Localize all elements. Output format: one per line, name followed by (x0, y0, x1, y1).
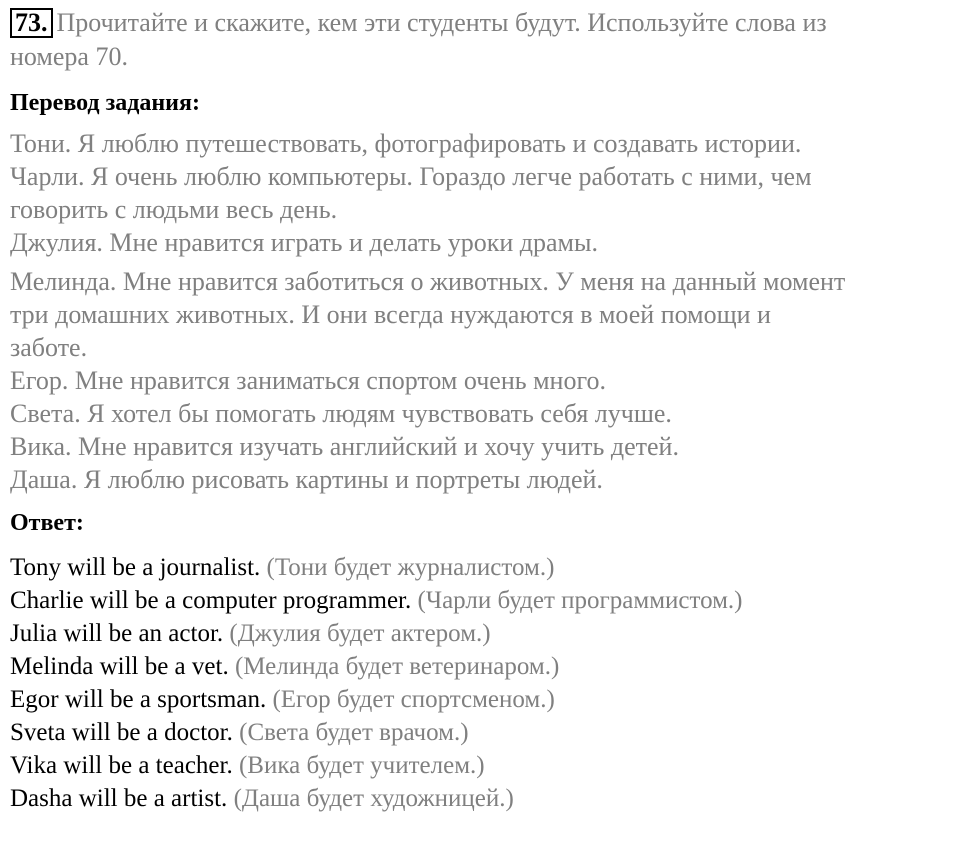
translation-paragraph-1 (10, 127, 950, 259)
answer-translation: (Джулия будет актером.) (229, 620, 491, 647)
translation-line: Чарли. Я очень люблю компьютеры. Гораздо легче работать с ними, чем (10, 162, 812, 191)
task-text-line-2: номера 70. (10, 42, 128, 71)
answer-english: Melinda will be a vet. (10, 653, 229, 680)
task-statement (10, 6, 950, 74)
answer-translation: (Вика будет учителем.) (238, 752, 485, 779)
translation-line: Джулия. Мне нравится играть и делать уроки драмы. (10, 228, 598, 257)
answer-line (10, 749, 950, 782)
answer-translation: (Света будет врачом.) (239, 719, 469, 746)
translation-paragraph-2 (10, 265, 950, 496)
answer-line (10, 617, 950, 650)
answer-english: Tony will be a journalist. (10, 554, 261, 581)
translation-line: Света. Я хотел бы помогать людям чувствовать себя лучше. (10, 399, 672, 428)
task-text-line-1: Прочитайте и скажите, кем эти студенты будут. Используйте слова из (56, 8, 827, 37)
answer-english: Egor will be a sportsman. (10, 686, 267, 713)
translation-line: Мелинда. Мне нравится заботиться о животных. У меня на данный момент (10, 267, 846, 296)
answer-translation: (Егор будет спортсменом.) (272, 686, 555, 713)
translation-line: три домашних животных. И они всегда нуждаются в моей помощи и (10, 300, 771, 329)
answer-translation: (Чарли будет программистом.) (417, 587, 743, 614)
answer-line (10, 650, 950, 683)
translation-line: говорить с людьми весь день. (10, 195, 338, 224)
document-page (10, 6, 950, 815)
answer-translation: (Мелинда будет ветеринаром.) (234, 653, 560, 680)
answer-list (10, 551, 950, 815)
answer-english: Julia will be an actor. (10, 620, 224, 647)
answer-translation: (Даша будет художницей.) (233, 785, 514, 812)
translation-line: Вика. Мне нравится изучать английский и хочу учить детей. (10, 432, 679, 461)
answer-english: Charlie will be a computer programmer. (10, 587, 412, 614)
translation-line: Егор. Мне нравится заниматься спортом очень много. (10, 366, 606, 395)
answer-line (10, 683, 950, 716)
answer-heading: Ответ: (10, 510, 84, 536)
answer-english: Sveta will be a doctor. (10, 719, 233, 746)
answer-line (10, 782, 950, 815)
translation-line: Даша. Я люблю рисовать картины и портреты людей. (10, 465, 603, 494)
answer-line (10, 551, 950, 584)
answer-line (10, 716, 950, 749)
translation-heading: Перевод задания: (10, 90, 200, 116)
task-number: 73. (10, 8, 53, 38)
translation-line: Тони. Я люблю путешествовать, фотографировать и создавать истории. (10, 129, 802, 158)
answer-translation: (Тони будет журналистом.) (266, 554, 555, 581)
answer-english: Vika will be a teacher. (10, 752, 233, 779)
answer-line (10, 584, 950, 617)
translation-line: заботе. (10, 333, 88, 362)
answer-english: Dasha will be a artist. (10, 785, 228, 812)
